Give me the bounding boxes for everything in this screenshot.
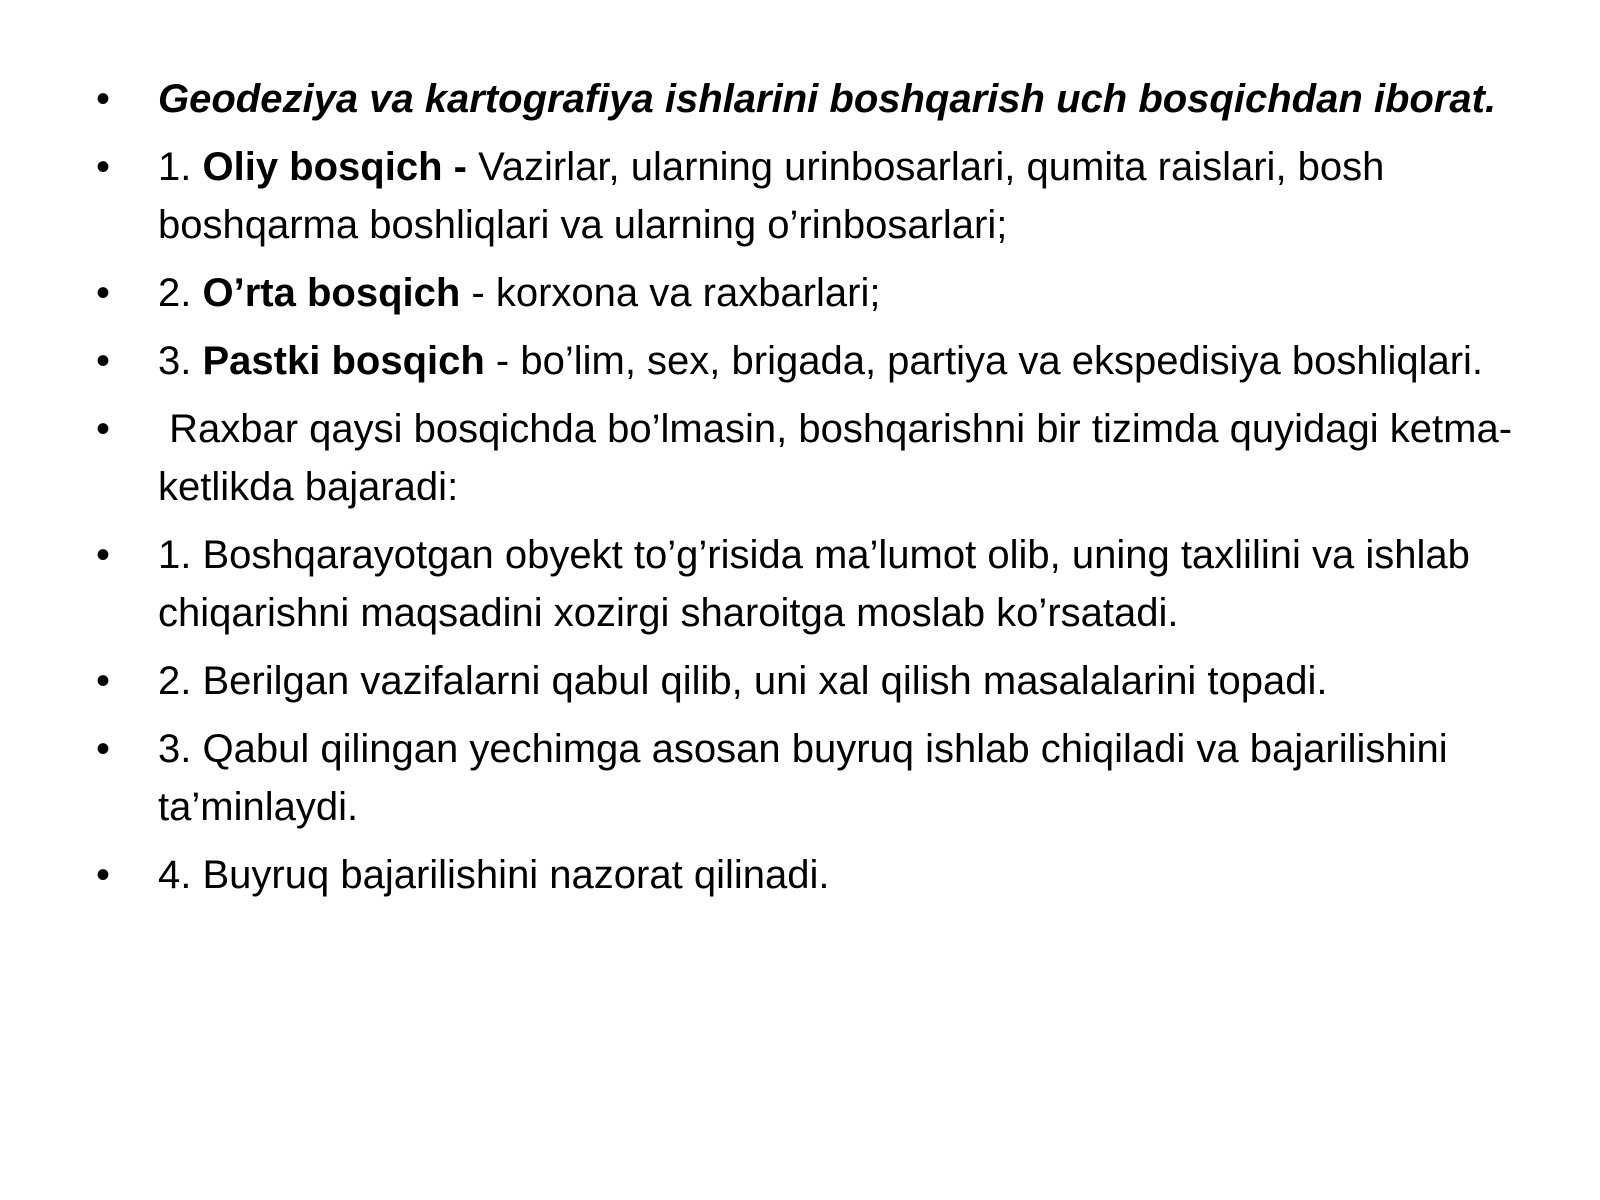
list-item <box>96 70 1536 128</box>
item-text: 3. Qabul qilingan yechimga asosan buyruq ishlab chiqiladi va bajarilishini ta’minlaydi. <box>158 727 1448 829</box>
item-text: 1. Boshqarayotgan obyekt to’g’risida ma’lumot olib, uning taxlilini va ishlab chiqarishni maqsadini xozirgi sharoitga moslab ko’rsatadi. <box>158 533 1470 635</box>
item-number: 3. <box>158 339 203 383</box>
item-text: 2. Berilgan vazifalarni qabul qilib, uni xal qilish masalalarini topadi. <box>158 659 1328 703</box>
list-item <box>96 332 1536 390</box>
list-item <box>96 264 1536 322</box>
bullet-list <box>96 70 1536 914</box>
bullet-icon: • <box>96 77 111 121</box>
list-item <box>96 138 1536 254</box>
item-term: Pastki bosqich <box>202 339 485 383</box>
list-item <box>96 720 1536 836</box>
item-text: 4. Buyruq bajarilishini nazorat qilinadi. <box>158 853 830 897</box>
list-item <box>96 652 1536 710</box>
item-term: Oliy bosqich - <box>202 145 467 189</box>
bullet-icon: • <box>96 145 111 189</box>
list-item <box>96 400 1536 516</box>
item-number: 1. <box>158 145 203 189</box>
list-item <box>96 526 1536 642</box>
bullet-icon: • <box>96 407 111 451</box>
bullet-icon: • <box>96 339 111 383</box>
item-text: - korxona va raxbarlari; <box>460 271 881 315</box>
item-number: 2. <box>158 271 203 315</box>
item-text: Vazirlar, ularning urinbosarlari, qumita raislari, bosh boshqarma boshliqlari va ularning o’rinbosarlari; <box>158 145 1385 247</box>
list-heading: Geodeziya va kartografiya ishlarini boshqarish uch bosqichdan iborat. <box>158 77 1497 121</box>
bullet-icon: • <box>96 533 111 577</box>
bullet-icon: • <box>96 271 111 315</box>
item-term: O’rta bosqich <box>202 271 461 315</box>
bullet-icon: • <box>96 659 111 703</box>
bullet-icon: • <box>96 853 111 897</box>
list-item <box>96 846 1536 904</box>
bullet-icon: • <box>96 727 111 771</box>
item-text: - bo’lim, sex, brigada, partiya va ekspedisiya boshliqlari. <box>484 339 1484 383</box>
item-text: Raxbar qaysi bosqichda bo’lmasin, boshqarishni bir tizimda quyidagi ketma-ketlikda bajaradi: <box>158 407 1513 509</box>
